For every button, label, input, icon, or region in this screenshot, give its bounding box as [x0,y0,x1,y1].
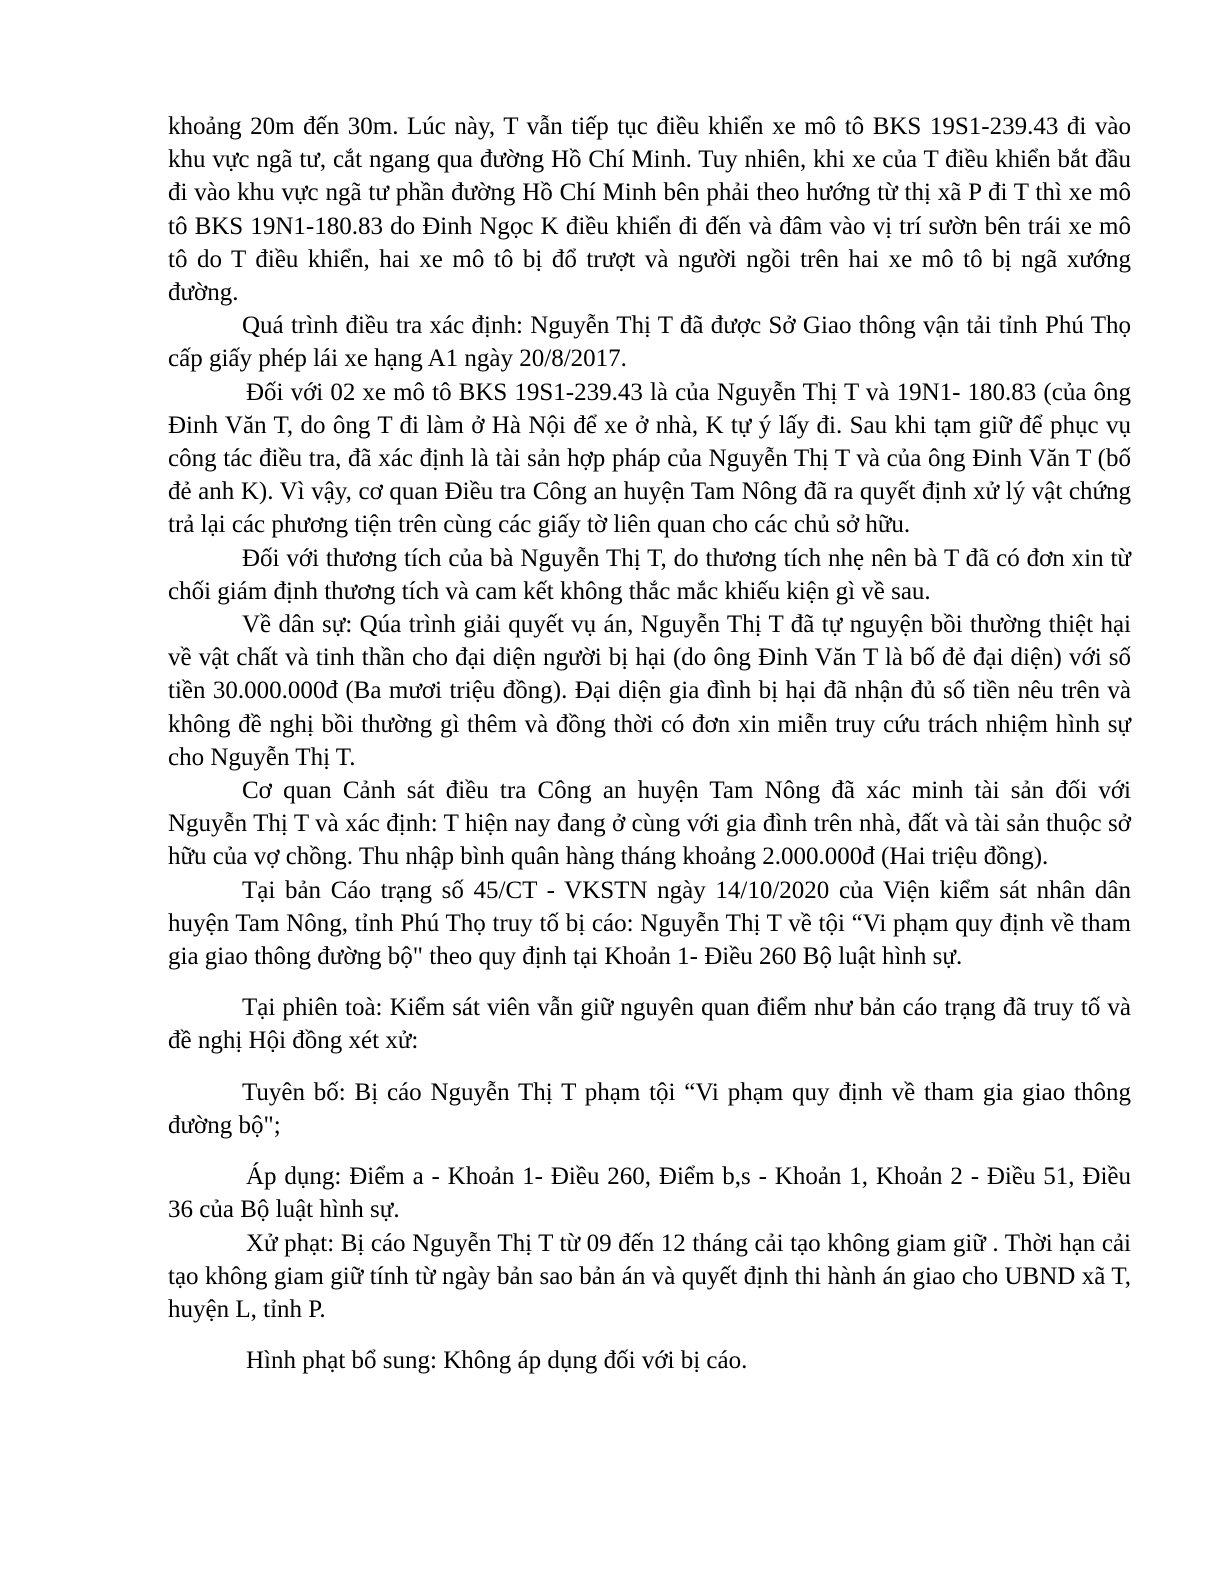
paragraph-vehicles-evidence: Đối với 02 xe mô tô BKS 19S1-239.43 là của Nguyễn Thị T và 19N1- 180.83 (của ông Đinh Văn T, do ông T đi làm ở Hà Nội để xe ở nhà, K tự ý lấy đi. Sau khi tạm giữ để phục vụ công tác điều tra, đã xác định là tài sản hợp pháp của Nguyễn Thị T và của ông Đinh Văn T (bố đẻ anh K). Vì vậy, cơ quan Điều tra Công an huyện Tam Nông đã ra quyết định xử lý vật chứng trả lại các phương tiện trên cùng các giấy tờ liên quan cho các chủ sở hữu. [168,378,1131,539]
paragraph-injury: Đối với thương tích của bà Nguyễn Thị T, do thương tích nhẹ nên bà T đã có đơn xin từ chối giám định thương tích và cam kết không thắc mắc khiếu kiện gì về sau. [168,544,1131,605]
paragraph-additional-penalty: Hình phạt bổ sung: Không áp dụng đối với bị cáo. [246,1347,748,1375]
paragraph-investigation-license: Quá trình điều tra xác định: Nguyễn Thị T đã được Sở Giao thông vận tải tỉnh Phú Thọ cấp giấy phép lái xe hạng A1 ngày 20/8/2017. [168,312,1131,373]
document-page [168,110,1131,1377]
paragraph-civil-compensation: Về dân sự: Qúa trình giải quyết vụ án, Nguyễn Thị T đã tự nguyện bồi thường thiệt hại về vật chất và tinh thần cho đại diện người bị hại (do ông Đinh Văn T là bố đẻ đại diện) với số tiền 30.000.000đ (Ba mươi triệu đồng). Đại diện gia đình bị hại đã nhận đủ số tiền nêu trên và không đề nghị bồi thường gì thêm và đồng thời có đơn xin miễn truy cứu trách nhiệm hình sự cho Nguyễn Thị T. [168,611,1131,771]
paragraph-accident-description: khoảng 20m đến 30m. Lúc này, T vẫn tiếp tục điều khiển xe mô tô BKS 19S1-239.43 đi vào khu vực ngã tư, cắt ngang qua đường Hồ Chí Minh. Tuy nhiên, khi xe của T điều khiển bắt đầu đi vào khu vực ngã tư phần đường Hồ Chí Minh bên phải theo hướng từ thị xã P đi T thì xe mô tô BKS 19N1-180.83 do Đinh Ngọc K điều khiển đi đến và đâm vào vị trí sườn bên trái xe mô tô do T điều khiển, hai xe mô tô bị đổ trượt và người ngồi trên hai xe mô tô bị ngã xướng đường. [168,113,1131,307]
paragraph-indictment: Tại bản Cáo trạng số 45/CT - VKSTN ngày 14/10/2020 của Viện kiểm sát nhân dân huyện Tam Nông, tỉnh Phú Thọ truy tố bị cáo: Nguyễn Thị T về tội “Vi phạm quy định về tham gia giao thông đường bộ" theo quy định tại Khoản 1- Điều 260 Bộ luật hình sự. [168,876,1131,971]
paragraph-applied-articles: Áp dụng: Điểm a - Khoản 1- Điều 260, Điểm b,s - Khoản 1, Khoản 2 - Điều 51, Điều 36 của Bộ luật hình sự. [168,1163,1131,1224]
paragraph-sentence: Xử phạt: Bị cáo Nguyễn Thị T từ 09 đến 12 tháng cải tạo không giam giữ . Thời hạn cải tạo không giam giữ tính từ ngày bản sao bản án và quyết định thi hành án giao cho UBND xã T, huyện L, tỉnh P. [168,1229,1131,1323]
paragraph-court-session: Tại phiên toà: Kiểm sát viên vẫn giữ nguyên quan điểm như bản cáo trạng đã truy tố và đề nghị Hội đồng xét xử: [168,994,1131,1055]
paragraph-verdict-declaration: Tuyên bố: Bị cáo Nguyễn Thị T phạm tội “Vi phạm quy định về tham gia giao thông đường bộ"; [168,1078,1131,1139]
paragraph-asset-verification: Cơ quan Cảnh sát điều tra Công an huyện Tam Nông đã xác minh tài sản đối với Nguyễn Thị T và xác định: T hiện nay đang ở cùng với gia đình trên nhà, đất và tài sản thuộc sở hữu của vợ chồng. Thu nhập bình quân hàng tháng khoảng 2.000.000đ (Hai triệu đồng). [168,777,1131,871]
